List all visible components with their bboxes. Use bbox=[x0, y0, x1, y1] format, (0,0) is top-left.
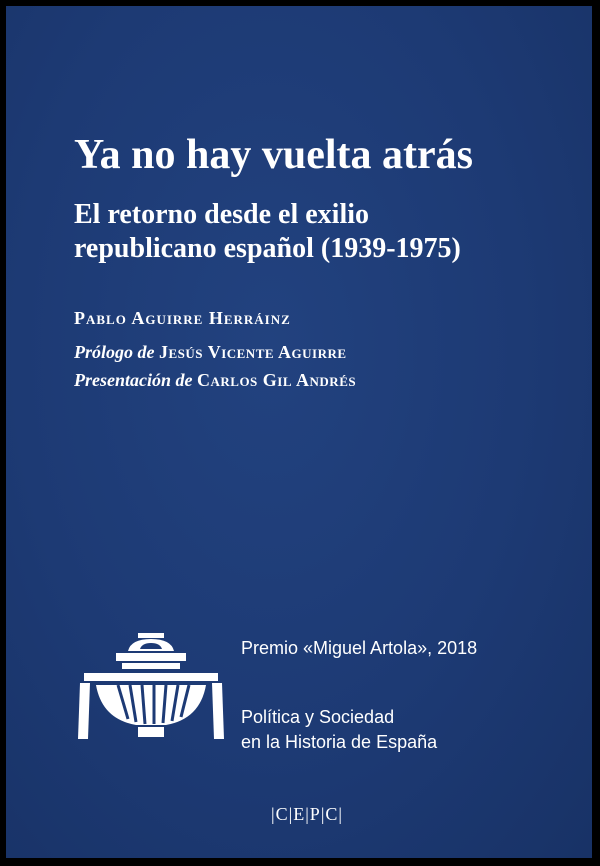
series-line-1: Política y Sociedad bbox=[241, 707, 395, 727]
subtitle-line-2: republicano español (1939-1975) bbox=[74, 233, 461, 264]
prologue-author: Jesús Vicente Aguirre bbox=[159, 342, 347, 362]
author-name: Pablo Aguirre Herráinz bbox=[74, 308, 291, 328]
prologue-label: Prólogo de bbox=[74, 342, 155, 362]
presentation-author: Carlos Gil Andrés bbox=[197, 370, 357, 390]
prologue-credit bbox=[74, 342, 347, 363]
subtitle-line-1: El retorno desde el exilio bbox=[74, 199, 369, 230]
presentation-label: Presentación de bbox=[74, 370, 193, 390]
series-line-2: en la Historia de España bbox=[241, 732, 438, 752]
award-text: Premio «Miguel Artola», 2018 bbox=[241, 638, 478, 658]
book-title: Ya no hay vuelta atrás bbox=[74, 132, 474, 178]
cepc-logo-icon bbox=[78, 633, 224, 745]
book-cover bbox=[6, 6, 592, 858]
publisher-logo-text: |C|E|P|C| bbox=[271, 804, 344, 824]
presentation-credit bbox=[74, 370, 356, 391]
book-subtitle bbox=[74, 198, 461, 266]
series-name bbox=[241, 705, 437, 755]
